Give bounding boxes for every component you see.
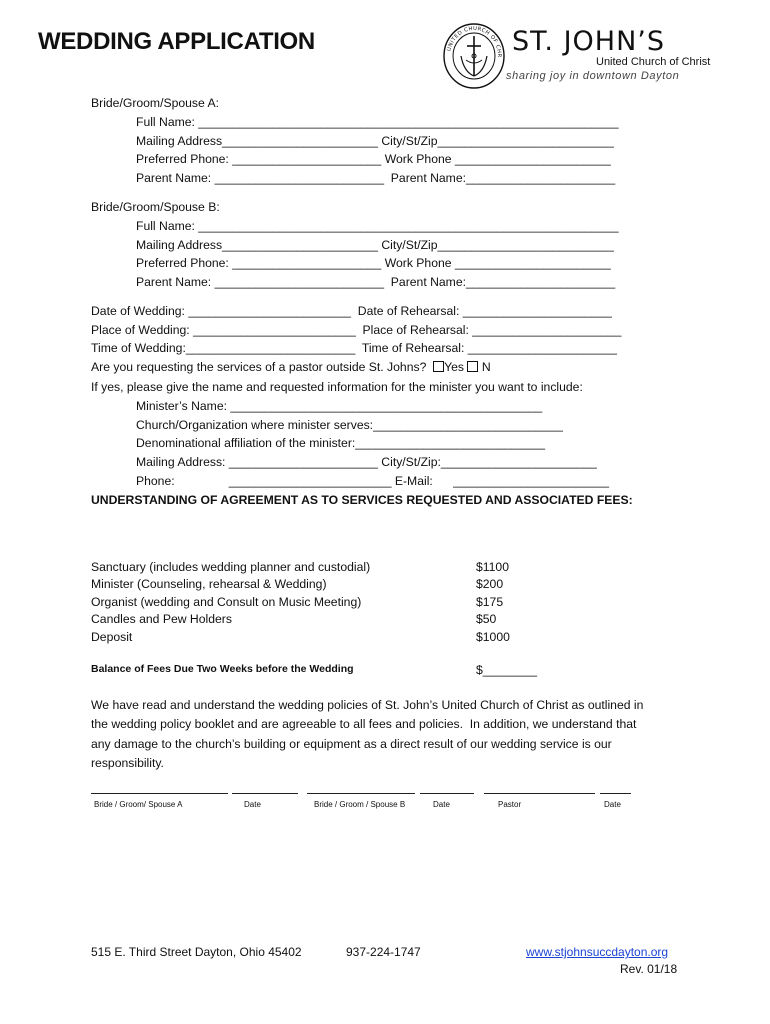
fee-amount: $50 [476, 612, 497, 626]
signature-label: Date [433, 800, 450, 809]
party-b-phone-field[interactable]: Preferred Phone: ______________________ Work Phone _______________________ [136, 256, 611, 270]
agreement-line: any damage to the church’s building or equipment as a direct result of our wedding service is our [91, 737, 612, 751]
church-tagline: sharing joy in downtown Dayton [506, 70, 680, 82]
church-name: ST. JOHN’S [512, 26, 666, 57]
party-b-address-field[interactable]: Mailing Address_______________________ City/St/Zip__________________________ [136, 238, 614, 252]
church-subtitle: United Church of Christ [596, 56, 711, 68]
seal-ring-text: UNITED CHURCH OF CHR [446, 25, 503, 58]
signature-line-spouse-a[interactable] [91, 793, 228, 794]
revision-label: Rev. 01/18 [620, 962, 678, 976]
svg-text:UNITED CHURCH OF CHRIST [442, 22, 502, 58]
pastor-question-text: Are you requesting the services of a pastor outside St. Johns? [91, 360, 427, 374]
agreement-line: the wedding policy booklet and are agreeable to all fees and policies. In addition, we understand that [91, 717, 637, 731]
fees-heading: UNDERSTANDING OF AGREEMENT AS TO SERVICES REQUESTED AND ASSOCIATED FEES: [91, 493, 633, 507]
fee-label: Sanctuary (includes wedding planner and custodial) [91, 560, 371, 574]
no-label: N [481, 360, 491, 374]
agreement-line: We have read and understand the wedding policies of St. John’s United Church of Christ as outlined in [91, 698, 644, 712]
fee-amount: $175 [476, 595, 504, 609]
party-b-parent-field[interactable]: Parent Name: _________________________ Parent Name:______________________ [136, 275, 616, 289]
party-a-full-name-field[interactable]: Full Name: ______________________________________________________________ [136, 115, 619, 129]
fee-amount: $1000 [476, 630, 510, 644]
minister-address-field[interactable]: Mailing Address: ______________________ City/St/Zip:_______________________ [136, 455, 597, 469]
party-a-heading: Bride/Groom/Spouse A: [91, 96, 220, 110]
minister-contact-field[interactable]: Phone: ________________________ E-Mail: _______________________ [136, 474, 609, 488]
footer-phone: 937-224-1747 [346, 945, 421, 959]
signature-label: Bride / Groom / Spouse B [314, 800, 406, 809]
balance-label: Balance of Fees Due Two Weeks before the Wedding [91, 663, 354, 675]
fee-label: Candles and Pew Holders [91, 612, 232, 626]
minister-intro: If yes, please give the name and requested information for the minister you want to include: [91, 380, 583, 394]
pastor-question [91, 360, 491, 374]
wedding-place-field[interactable]: Place of Wedding: ________________________ Place of Rehearsal: ______________________ [91, 323, 622, 337]
date-line-spouse-b[interactable] [420, 793, 474, 794]
page-title: WEDDING APPLICATION [38, 28, 315, 55]
fee-amount: $200 [476, 577, 504, 591]
yes-label: Yes [444, 360, 465, 374]
minister-denomination-field[interactable]: Denominational affiliation of the minister:____________________________ [136, 436, 546, 450]
wedding-time-field[interactable]: Time of Wedding:_________________________ Time of Rehearsal: ______________________ [91, 341, 617, 355]
wedding-date-field[interactable]: Date of Wedding: ________________________ Date of Rehearsal: ______________________ [91, 304, 612, 318]
party-a-phone-field[interactable]: Preferred Phone: ______________________ Work Phone _______________________ [136, 152, 611, 166]
date-line-pastor[interactable] [600, 793, 631, 794]
party-b-full-name-field[interactable]: Full Name: ______________________________________________________________ [136, 219, 619, 233]
fee-label: Deposit [91, 630, 133, 644]
fee-label: Organist (wedding and Consult on Music Meeting) [91, 595, 362, 609]
signature-label: Bride / Groom/ Spouse A [94, 800, 183, 809]
footer-website-link[interactable]: www.stjohnsuccdayton.org [526, 945, 669, 959]
signature-label: Pastor [498, 800, 522, 809]
signature-label: Date [604, 800, 621, 809]
agreement-line: responsibility. [91, 756, 164, 770]
balance-amount-field[interactable]: $________ [476, 663, 538, 677]
signature-line-spouse-b[interactable] [307, 793, 415, 794]
fee-amount: $1100 [476, 560, 509, 574]
signature-line-pastor[interactable] [484, 793, 595, 794]
party-a-parent-field[interactable]: Parent Name: _________________________ Parent Name:______________________ [136, 171, 616, 185]
yes-checkbox[interactable] [433, 361, 444, 372]
minister-name-field[interactable]: Minister’s Name: ______________________________________________ [136, 399, 543, 413]
no-checkbox[interactable] [467, 361, 478, 372]
church-seal-logo [442, 22, 506, 90]
party-a-address-field[interactable]: Mailing Address_______________________ City/St/Zip__________________________ [136, 134, 614, 148]
date-line-spouse-a[interactable] [232, 793, 298, 794]
minister-church-field[interactable]: Church/Organization where minister serves:____________________________ [136, 418, 563, 432]
footer-address: 515 E. Third Street Dayton, Ohio 45402 [91, 945, 302, 959]
party-b-heading: Bride/Groom/Spouse B: [91, 200, 220, 214]
signature-label: Date [244, 800, 261, 809]
fee-label: Minister (Counseling, rehearsal & Wedding) [91, 577, 327, 591]
